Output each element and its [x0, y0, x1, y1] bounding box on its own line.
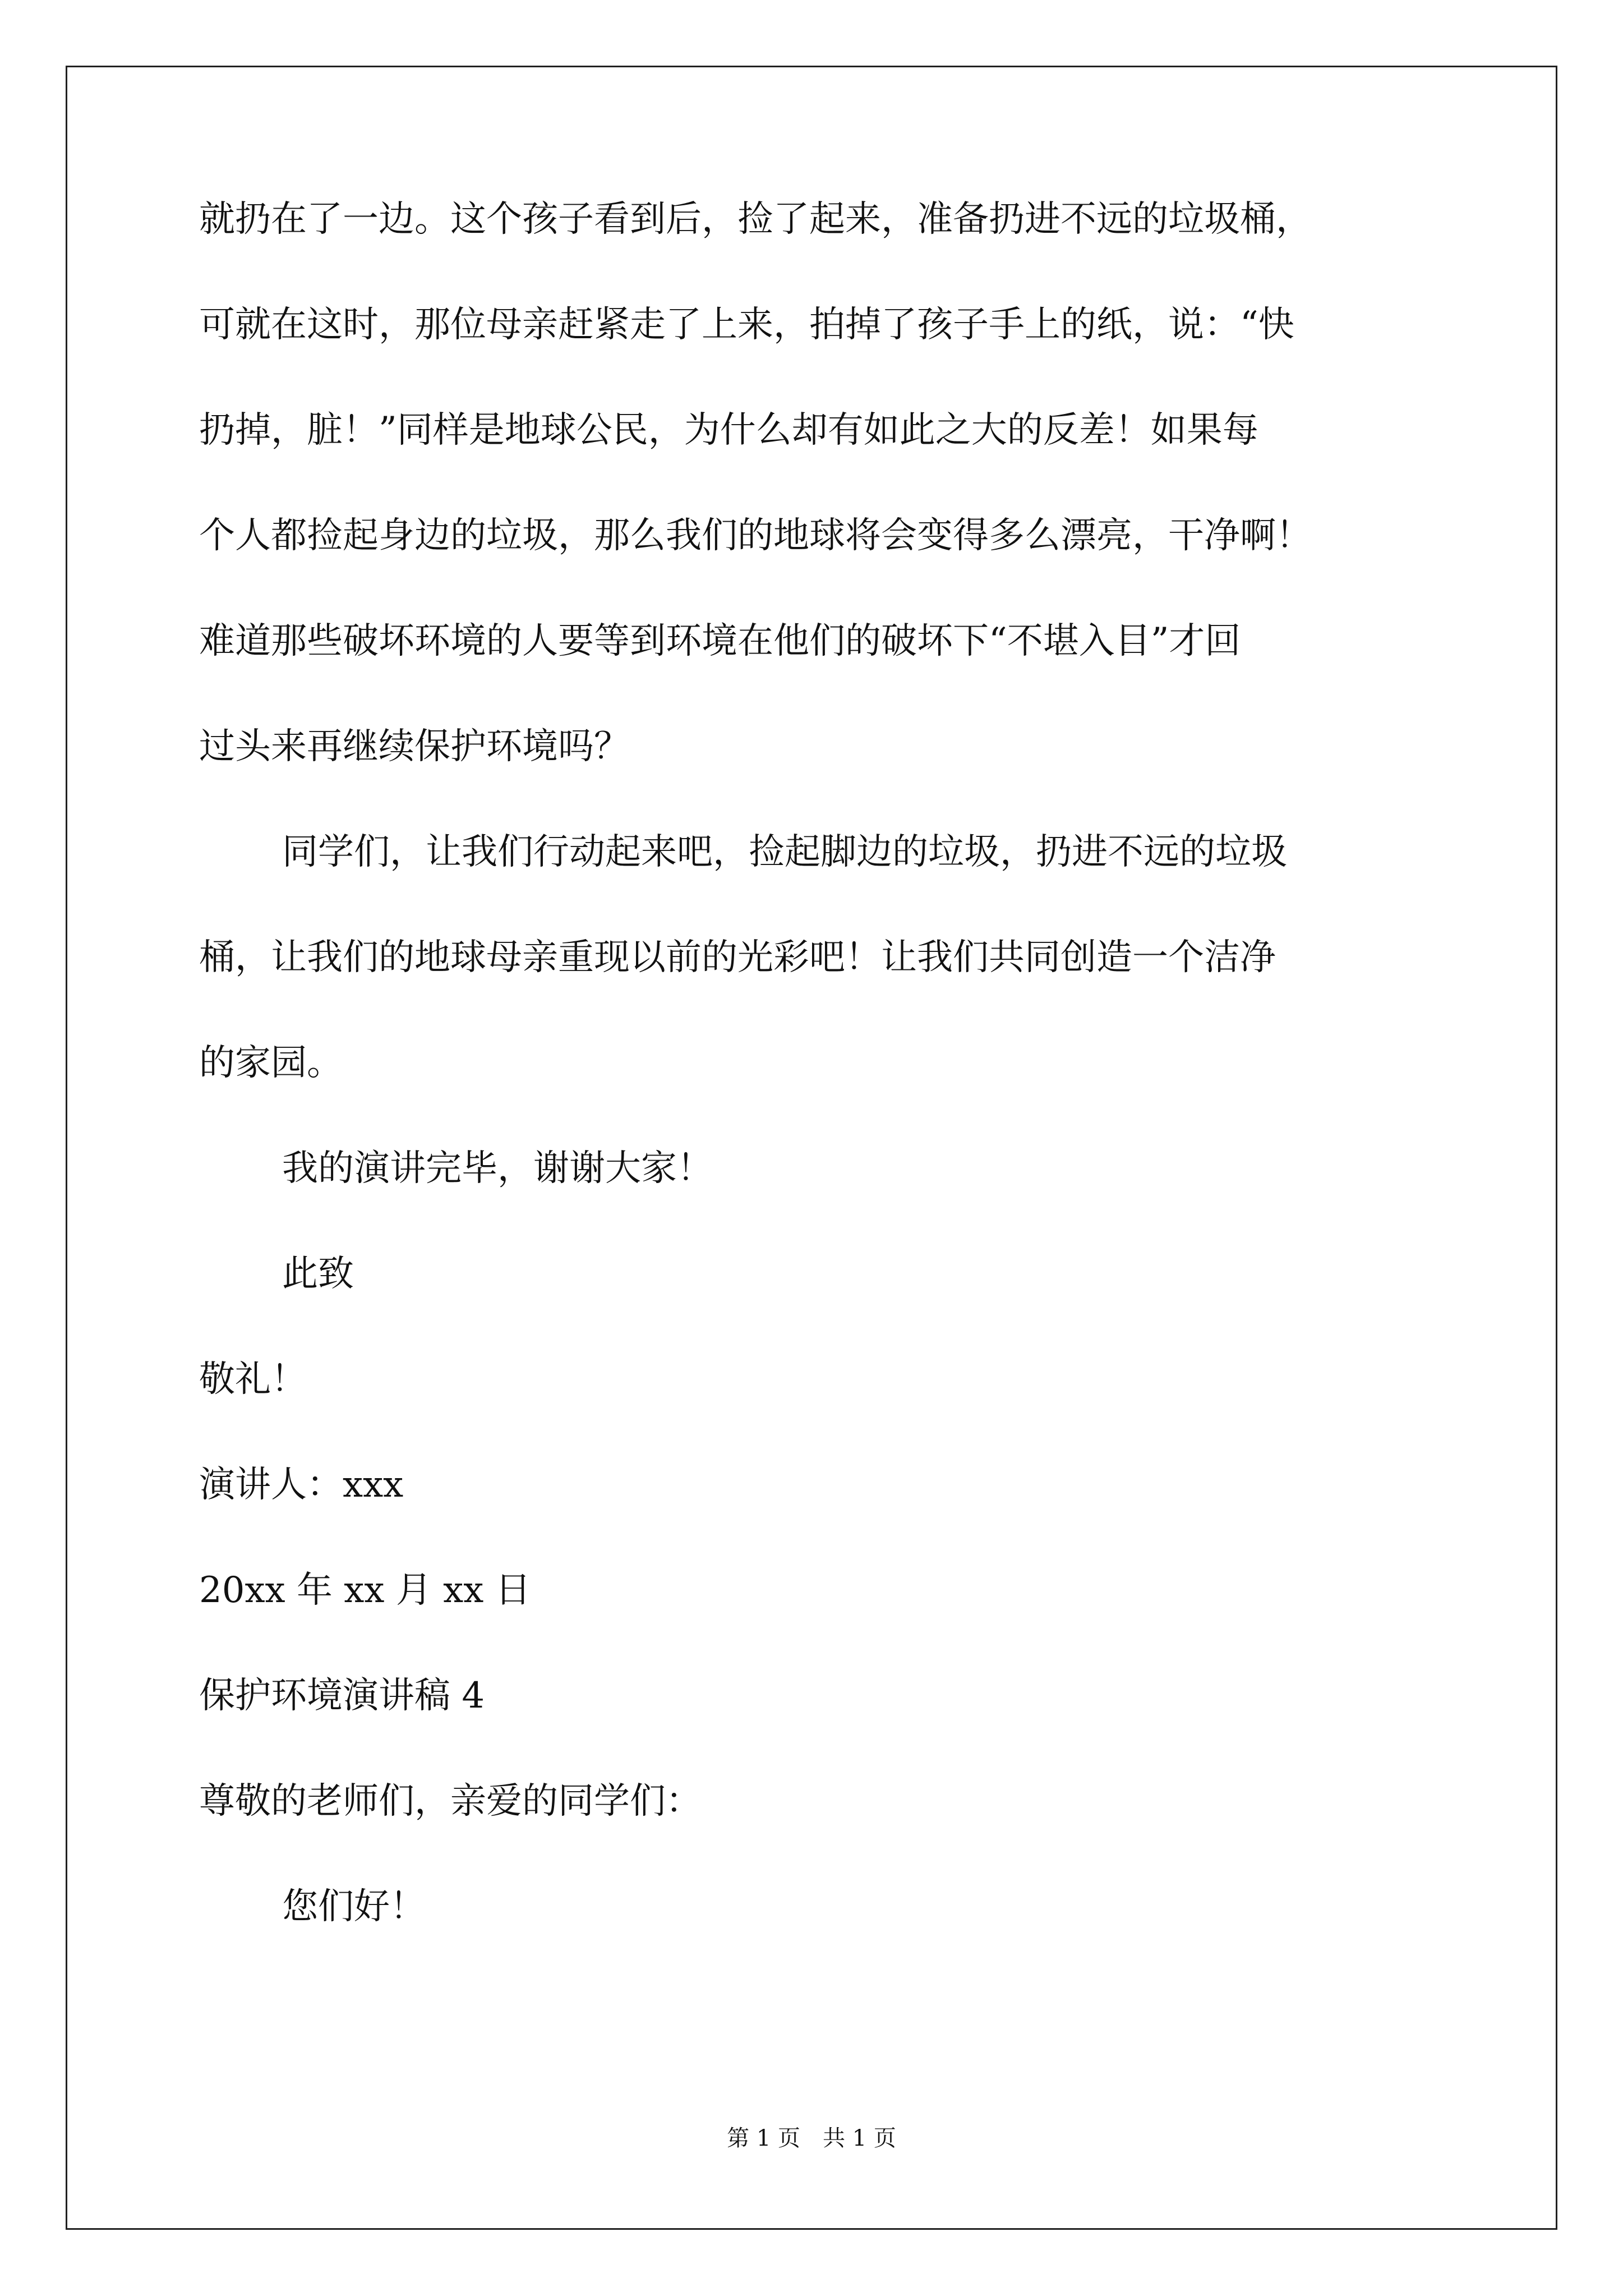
text-line-5: 难道那些破坏环境的人要等到环境在他们的破坏下“不堪入目”才回 [199, 620, 1241, 662]
closing-thanks: 我的演讲完毕，谢谢大家！ [282, 1148, 713, 1189]
section-title: 保护环境演讲稿 4 [199, 1675, 485, 1717]
page-footer: 第 1 页 共 1 页 [727, 2125, 896, 2151]
text-line-8: 桶，让我们的地球母亲重现以前的光彩吧！让我们共同创造一个洁净 [199, 937, 1276, 978]
date-line: 20xx 年 xx 月 xx 日 [199, 1570, 531, 1611]
salutation-jingli: 敬礼！ [199, 1359, 307, 1400]
text-line-2: 可就在这时，那位母亲赶紧走了上来，拍掉了孩子手上的纸，说：“快 [199, 304, 1294, 346]
text-line-7: 同学们，让我们行动起来吧，捡起脚边的垃圾，扔进不远的垃圾 [282, 831, 1287, 873]
text-line-9: 的家园。 [199, 1042, 343, 1084]
text-line-6: 过头来再继续保护环境吗？ [199, 726, 630, 767]
speaker-line: 演讲人：xxx [199, 1464, 404, 1506]
greeting-audience: 尊敬的老师们，亲爱的同学们： [199, 1780, 702, 1822]
text-line-1: 就扔在了一边。这个孩子看到后，捡了起来，准备扔进不远的垃圾桶， [199, 199, 1312, 240]
salutation-cizhi: 此致 [282, 1253, 354, 1295]
text-line-3: 扔掉，脏！”同样是地球公民，为什么却有如此之大的反差！如果每 [199, 409, 1258, 451]
greeting-hello: 您们好！ [282, 1886, 426, 1927]
text-line-4: 个人都捡起身边的垃圾，那么我们的地球将会变得多么漂亮，干净啊！ [199, 515, 1312, 556]
